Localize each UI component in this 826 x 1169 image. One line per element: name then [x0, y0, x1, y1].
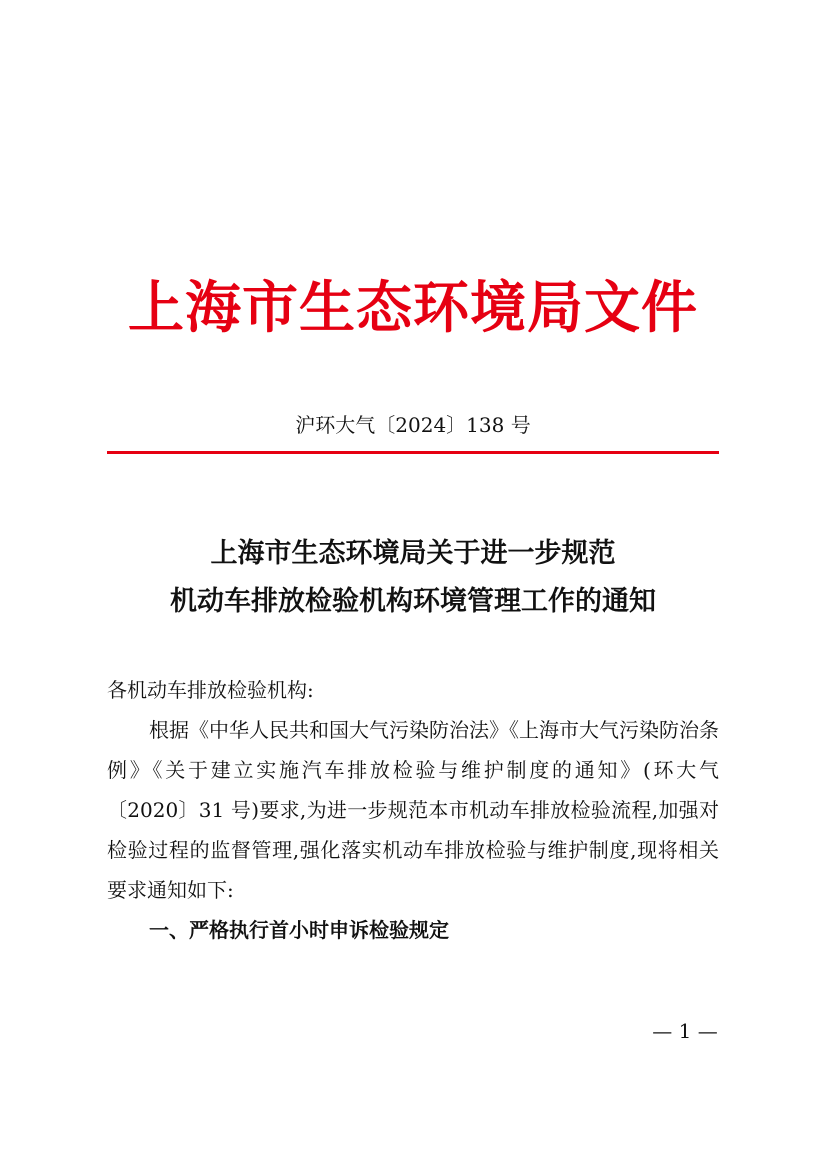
document-body	[107, 670, 719, 950]
masthead-title: 上海市生态环境局文件	[128, 275, 698, 341]
body-paragraph: 根据《中华人民共和国大气污染防治法》《上海市大气污染防治条例》《关于建立实施汽车排放检验与维护制度的通知》(环大气〔2020〕31 号)要求,为进一步规范本市机动车排放检验流程,加强对检验过程的监督管理,强化落实机动车排放检验与维护制度,现将相关要求通知如下:	[107, 718, 719, 902]
section-heading: 一、严格执行首小时申诉检验规定	[149, 918, 449, 942]
title-line-2: 机动车排放检验机构环境管理工作的通知	[170, 586, 656, 617]
page-number: — 1 —	[652, 1019, 718, 1043]
salutation: 各机动车排放检验机构:	[107, 678, 314, 702]
red-separator-line	[107, 451, 719, 454]
title-line-1: 上海市生态环境局关于进一步规范	[210, 538, 616, 569]
document-title	[0, 530, 826, 626]
document-number: 沪环大气〔2024〕138 号	[295, 413, 531, 437]
